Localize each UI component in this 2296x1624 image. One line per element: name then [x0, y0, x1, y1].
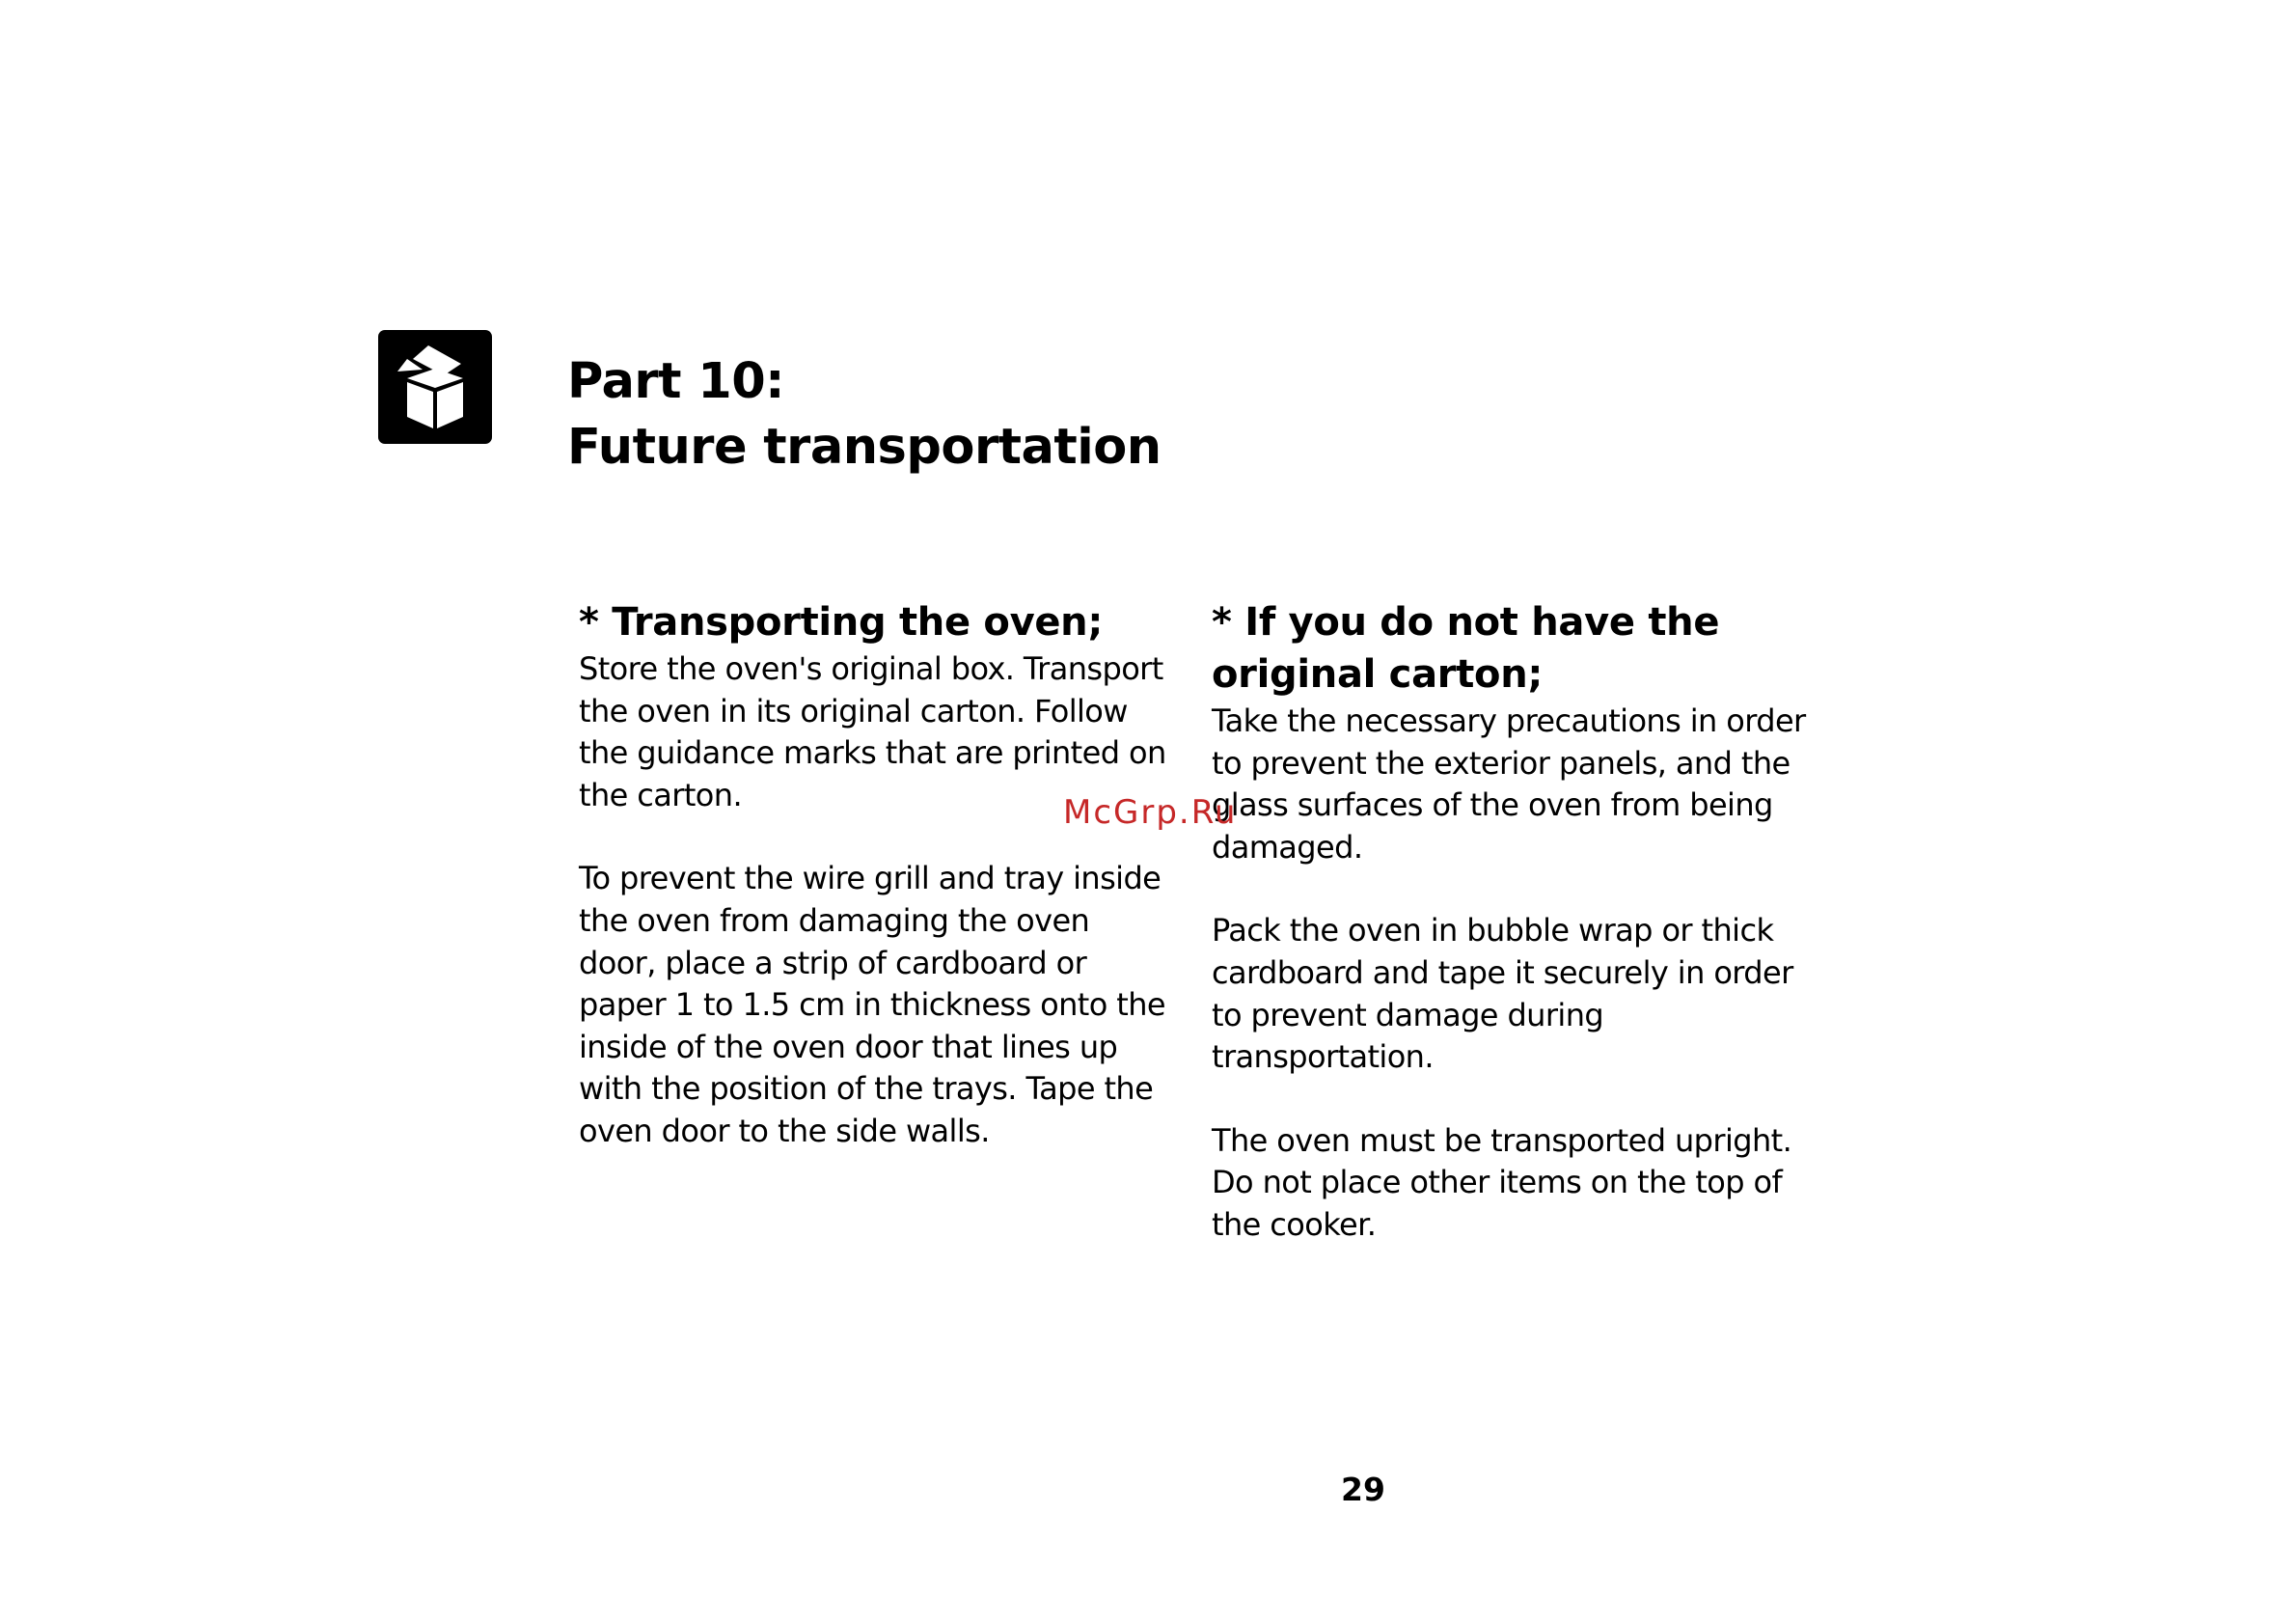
paragraph: The oven must be transported upright. Do not place other items on the top of the cooker.	[1212, 1121, 1792, 1243]
paragraph: To prevent the wire grill and tray inside the oven from damaging the oven door, place a strip of cardboard or paper 1 to 1.5 cm in thickness onto the inside of the oven door that lines up with the position of the trays. Tape the oven door to the side walls.	[579, 860, 1166, 1149]
page-number: 29	[1341, 1471, 1385, 1508]
paragraph: Store the oven's original box. Transport the oven in its original carton. Follow the guidance marks that are printed on the carton.	[579, 650, 1166, 813]
part-title-text: Future transportation	[567, 419, 1162, 476]
section-heading: * Transporting the oven;	[579, 600, 1104, 645]
part-label: Part 10:	[567, 353, 785, 410]
section-heading: * If you do not have the original carton;	[1212, 600, 1720, 697]
section-no-original-carton	[1212, 596, 1810, 1247]
watermark-text: McGrp.Ru	[1063, 793, 1238, 832]
package-box-icon	[378, 330, 492, 444]
paragraph: Take the necessary precautions in order to prevent the exterior panels, and the glass surfaces of the oven from being damaged.	[1212, 702, 1806, 866]
page-title	[567, 349, 1162, 481]
section-transporting-oven	[579, 596, 1172, 1153]
paragraph: Pack the oven in bubble wrap or thick cardboard and tape it securely in order to prevent damage during transportation.	[1212, 912, 1793, 1076]
